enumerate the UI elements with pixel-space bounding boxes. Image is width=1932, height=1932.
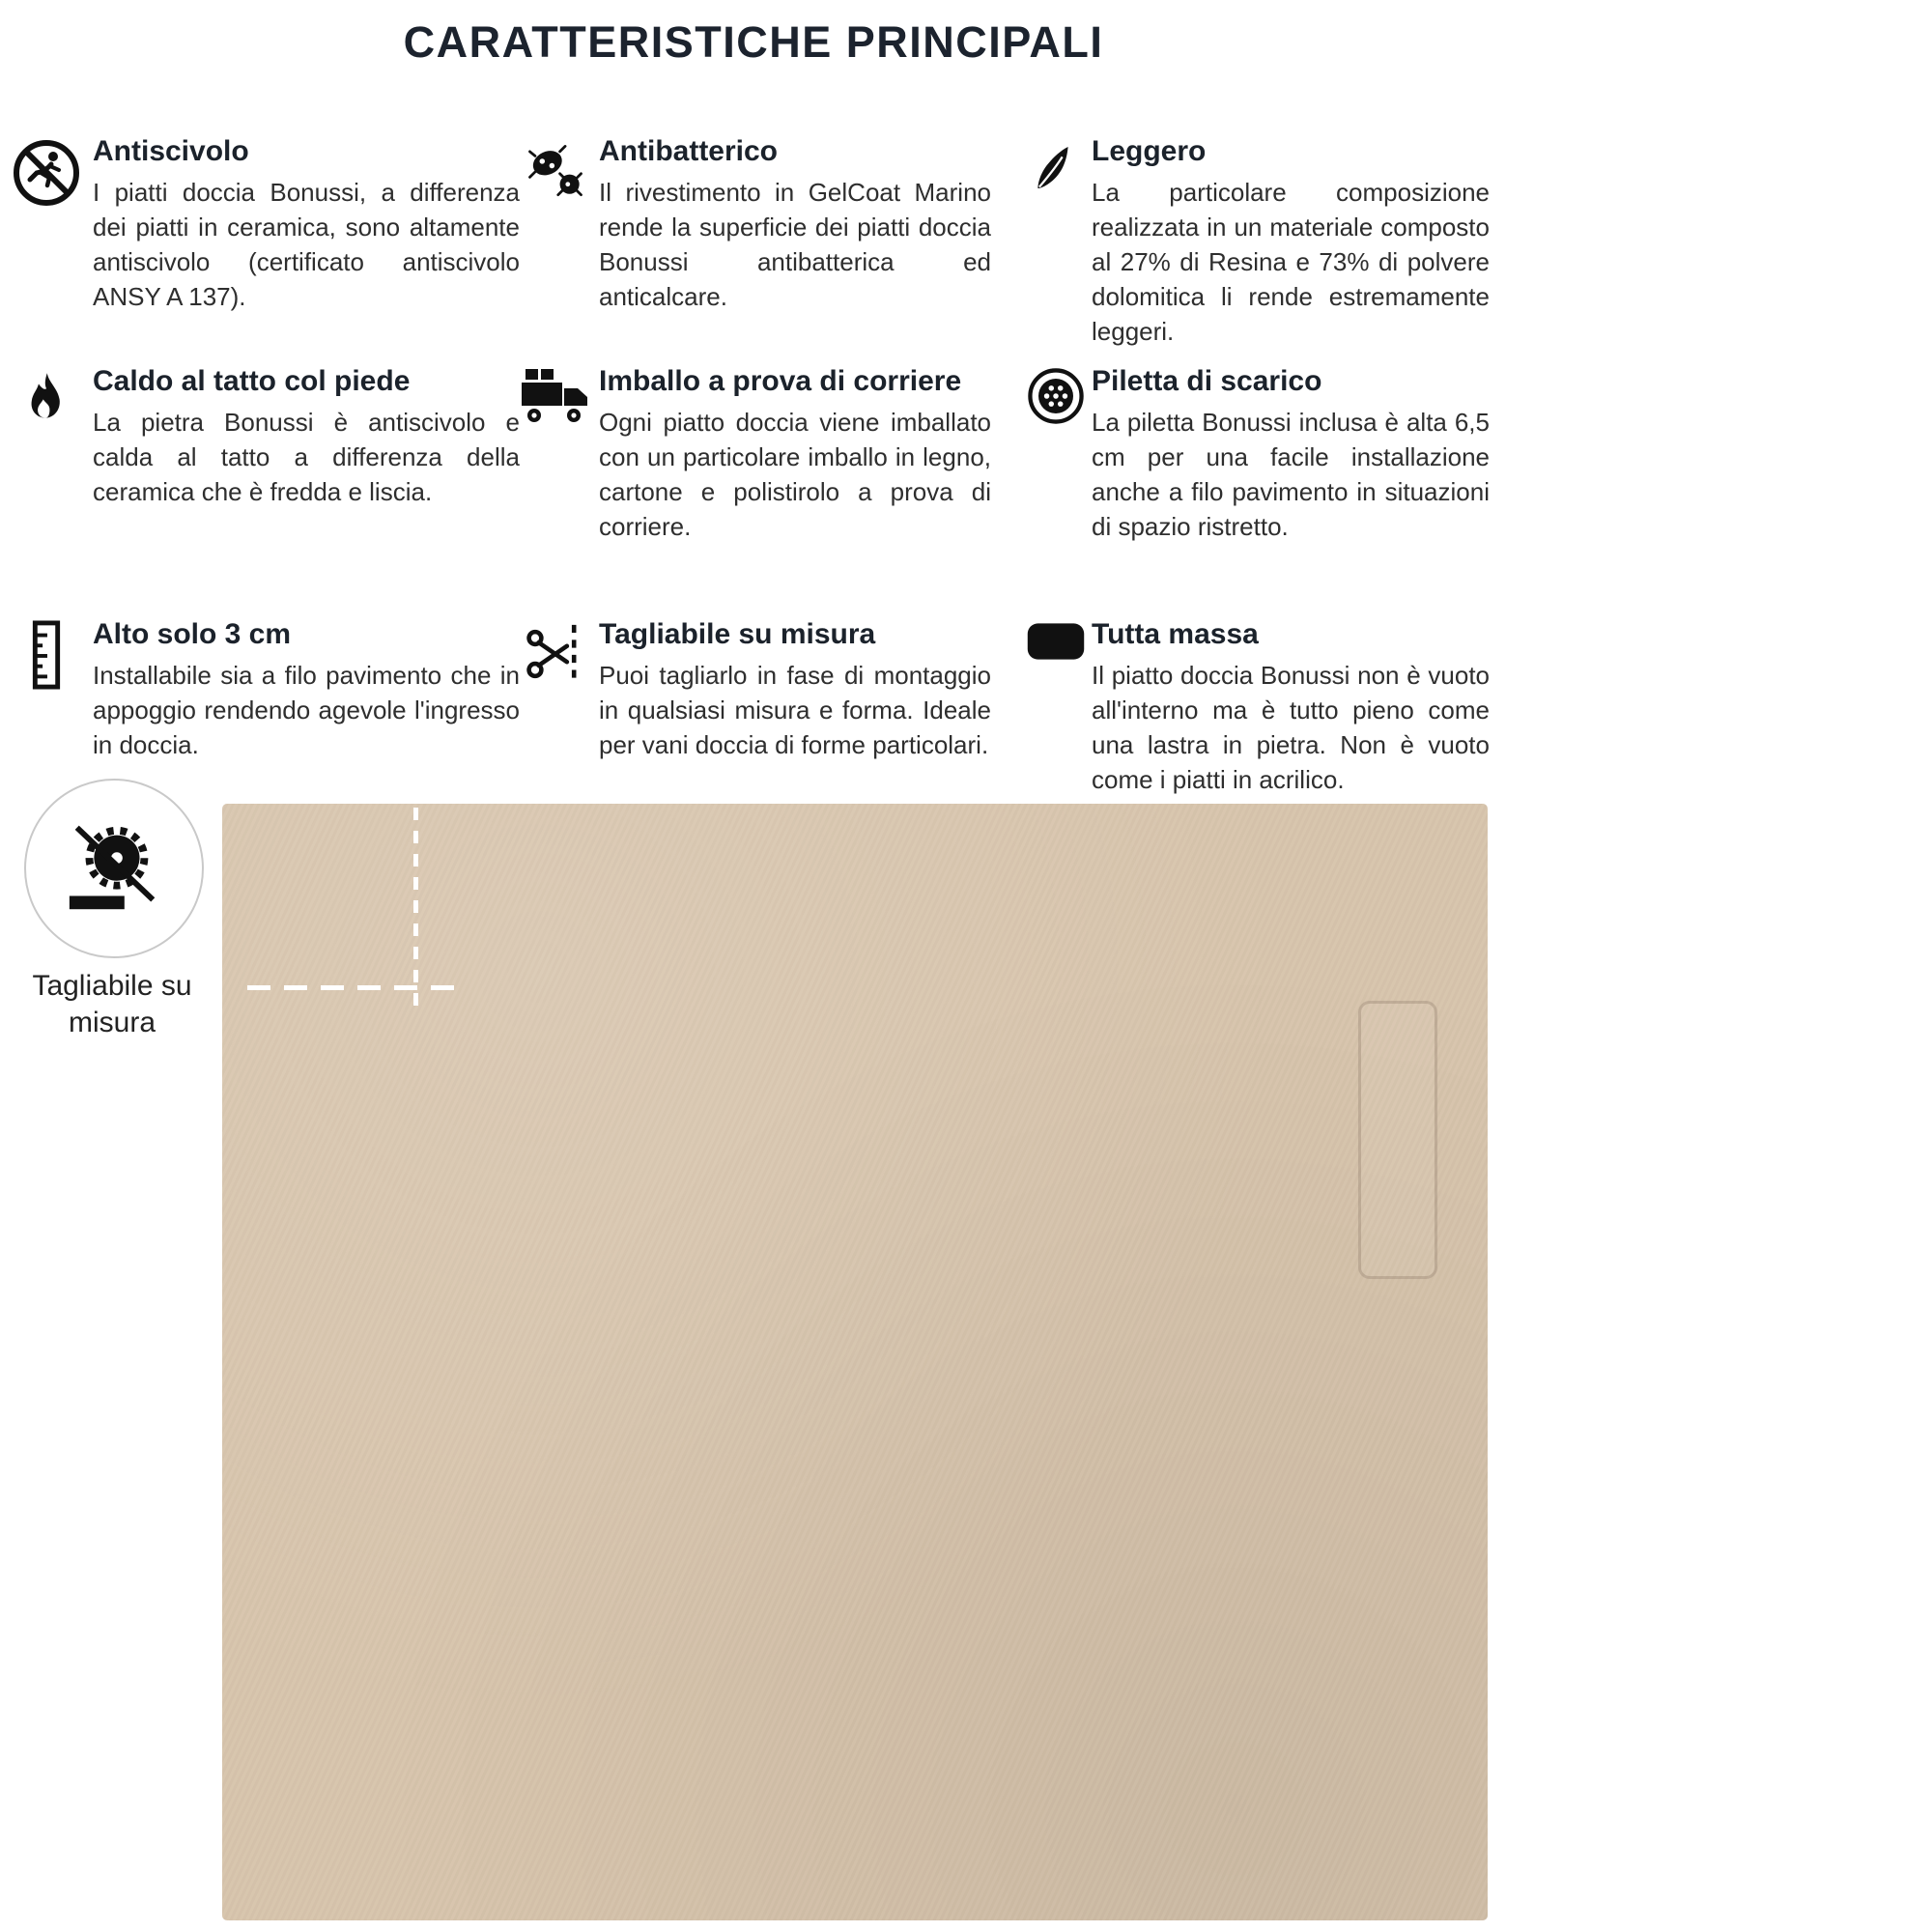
feature-title: Piletta di scarico: [1092, 365, 1322, 397]
feather-icon: [1026, 135, 1086, 201]
feature-title: Tutta massa: [1092, 618, 1259, 650]
drain-icon: [1026, 365, 1086, 425]
feature-text: La pietra Bonussi è antiscivolo e calda al tatto a differenza della ceramica che è fredda e liscia.: [93, 408, 520, 506]
no-slip-icon: [6, 135, 87, 209]
feature-leggero: [1026, 135, 1490, 349]
feature-text: La piletta Bonussi inclusa è alta 6,5 cm per una facile installazione anche a filo pavimento in situazioni di spazio ristretto.: [1092, 408, 1490, 541]
feature-piletta: [1026, 365, 1490, 545]
feature-title: Tagliabile su misura: [599, 618, 876, 650]
ruler-icon: [6, 618, 87, 690]
scissors-cut-icon: [518, 618, 593, 688]
cut-line-horizontal: [247, 985, 464, 990]
cut-line-vertical: [413, 808, 418, 1014]
feature-imballo: [518, 365, 991, 545]
drain-cover: [1358, 1001, 1437, 1279]
feature-text: Il rivestimento in GelCoat Marino rende la superficie dei piatti doccia Bonussi antibatterica ed anticalcare.: [599, 178, 991, 311]
feature-title: Caldo al tatto col piede: [93, 365, 411, 397]
feature-text: Ogni piatto doccia viene imballato con un particolare imballo in legno, cartone e polistirolo a prova di corriere.: [599, 408, 991, 541]
feature-text: Il piatto doccia Bonussi non è vuoto all'interno ma è tutto pieno come una lastra in pietra. Non è vuoto come i piatti in acrilico.: [1092, 661, 1490, 794]
flame-icon: [6, 365, 87, 427]
feature-alto-3cm: [6, 618, 520, 763]
feature-text: Puoi tagliarlo in fase di montaggio in qualsiasi misura e forma. Ideale per vani doccia di forme particolari.: [599, 661, 991, 759]
feature-text: La particolare composizione realizzata in un materiale composto al 27% di Resina e 73% di polvere dolomitica li rende estremamente leggeri.: [1092, 178, 1490, 346]
cut-to-size-badge: [24, 779, 204, 958]
feature-title: Imballo a prova di corriere: [599, 365, 962, 397]
circular-saw-icon: [62, 816, 166, 921]
page-title: CARATTERISTICHE PRINCIPALI: [403, 17, 1104, 67]
feature-text: I piatti doccia Bonussi, a differenza dei piatti in ceramica, sono altamente antiscivolo (certificato antiscivolo ANSY A 137).: [93, 178, 520, 311]
feature-antibatterico: [518, 135, 991, 315]
feature-title: Alto solo 3 cm: [93, 618, 292, 650]
bacteria-icon: [518, 135, 593, 205]
feature-tutta-massa: [1026, 618, 1490, 798]
feature-title: Leggero: [1092, 135, 1207, 167]
feature-title: Antiscivolo: [93, 135, 249, 167]
feature-text: Installabile sia a filo pavimento che in appoggio rendendo agevole l'ingresso in doccia.: [93, 661, 520, 759]
shower-tray-photo: [222, 804, 1488, 1920]
solid-slab-icon: [1026, 618, 1086, 663]
feature-title: Antibatterico: [599, 135, 779, 167]
cut-to-size-badge-label: Tagliabile su misura: [32, 970, 192, 1038]
feature-antiscivolo: [6, 135, 520, 315]
feature-tagliabile: [518, 618, 991, 763]
feature-caldo-al-tatto: [6, 365, 520, 510]
delivery-truck-icon: [518, 365, 593, 425]
